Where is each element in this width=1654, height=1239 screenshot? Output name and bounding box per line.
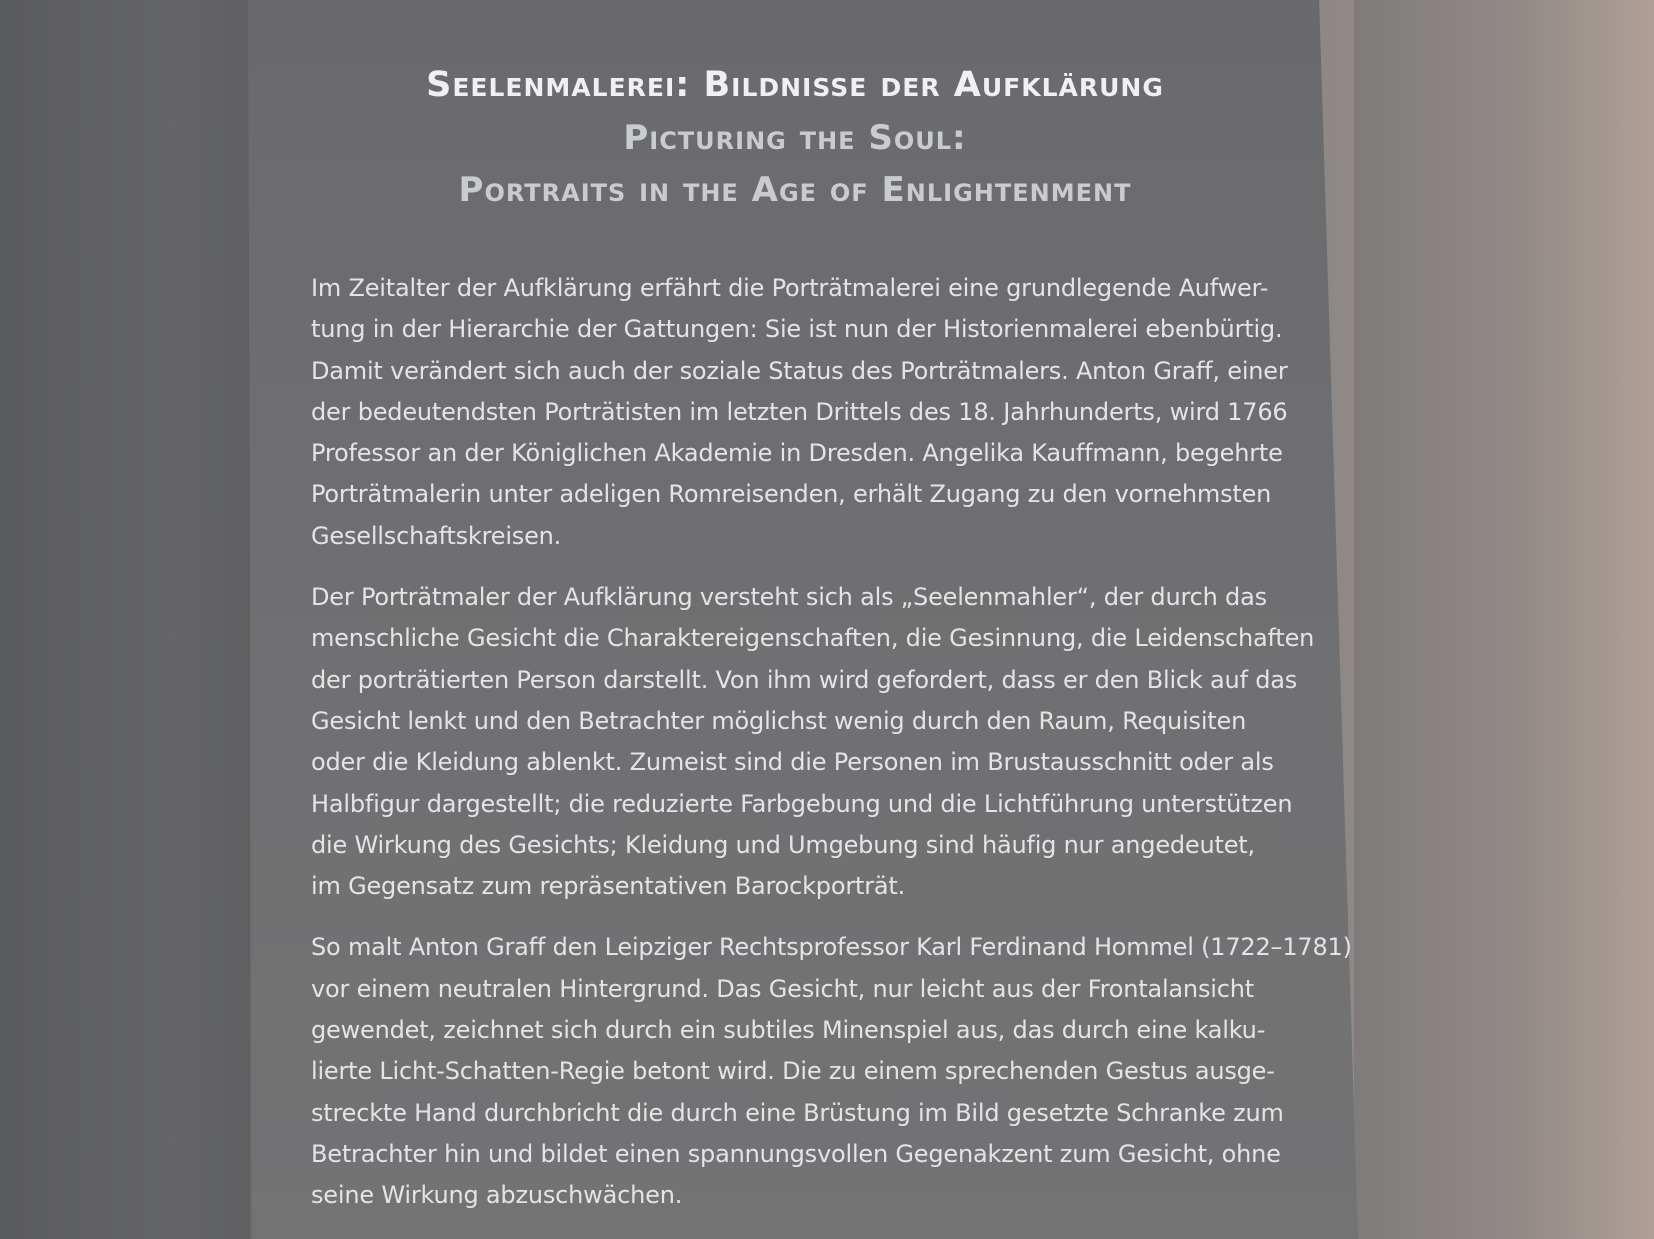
text-line: streckte Hand durchbricht die durch eine Brüstung im Bild gesetzte Schranke zum	[311, 1098, 1284, 1127]
text-line: Der Porträtmaler der Aufklärung versteht sich als „Seelenmahler“, der durch das	[311, 583, 1267, 612]
text-line: Betrachter hin und bildet einen spannungsvollen Gegenakzent zum Gesicht, ohne	[311, 1139, 1281, 1168]
panel-title-english-line-2: Portraits in the Age of Enlightenment	[458, 170, 1132, 210]
gallery-wall-right	[1354, 0, 1654, 1239]
text-line: Damit verändert sich auch der soziale Status des Porträtmalers. Anton Graff, einer	[311, 356, 1288, 385]
text-line: oder die Kleidung ablenkt. Zumeist sind die Personen im Brustausschnitt oder als	[311, 748, 1274, 777]
text-line: menschliche Gesicht die Charaktereigenschaften, die Gesinnung, die Leidenschaften	[311, 624, 1315, 653]
text-line: Professor an der Königlichen Akademie in Dresden. Angelika Kauffmann, begehrte	[311, 439, 1283, 468]
panel-title-german: Seelenmalerei: Bildnisse der Aufklärung	[426, 65, 1164, 105]
panel-body-text	[311, 268, 1352, 1237]
text-line: Porträtmalerin unter adeligen Romreisenden, erhält Zugang zu den vornehmsten	[311, 480, 1272, 509]
panel-title-english-line-1: Picturing the Soul:	[623, 118, 967, 158]
text-line: im Gegensatz zum repräsentativen Barockporträt.	[311, 872, 906, 901]
text-line: seine Wirkung abzuschwächen.	[311, 1181, 683, 1210]
text-line: Im Zeitalter der Aufklärung erfährt die Porträtmalerei eine grundlegende Aufwer-	[311, 274, 1269, 302]
text-line: gewendet, zeichnet sich durch ein subtiles Minenspiel aus, das durch eine kalku-	[311, 1016, 1266, 1045]
paragraph-1	[311, 268, 1296, 557]
text-line: Halbfigur dargestellt; die reduzierte Farbgebung und die Lichtführung unterstützen	[311, 789, 1293, 818]
text-line: Gesellschaftskreisen.	[311, 521, 562, 550]
panel-headings	[290, 58, 1300, 216]
text-line: So malt Anton Graff den Leipziger Rechtsprofessor Karl Ferdinand Hommel (1722–1781)	[311, 933, 1352, 962]
paragraph-3	[311, 927, 1352, 1216]
text-line: Gesicht lenkt und den Betrachter möglichst wenig durch den Raum, Requisiten	[311, 706, 1247, 735]
text-line: der bedeutendsten Porträtisten im letzten Drittels des 18. Jahrhunderts, wird 1766	[311, 397, 1288, 426]
text-line: lierte Licht-Schatten-Regie betont wird. Die zu einem sprechenden Gestus ausge-	[311, 1057, 1275, 1086]
text-line: vor einem neutralen Hintergrund. Das Gesicht, nur leicht aus der Frontalansicht	[311, 974, 1254, 1003]
paragraph-2	[311, 577, 1315, 907]
gallery-wall-left	[0, 0, 250, 1239]
text-line: tung in der Hierarchie der Gattungen: Sie ist nun der Historienmalerei ebenbürtig.	[311, 315, 1283, 344]
text-line: die Wirkung des Gesichts; Kleidung und Umgebung sind häufig nur angedeutet,	[311, 830, 1255, 859]
text-line: der porträtierten Person darstellt. Von ihm wird gefordert, dass er den Blick auf das	[311, 665, 1298, 694]
